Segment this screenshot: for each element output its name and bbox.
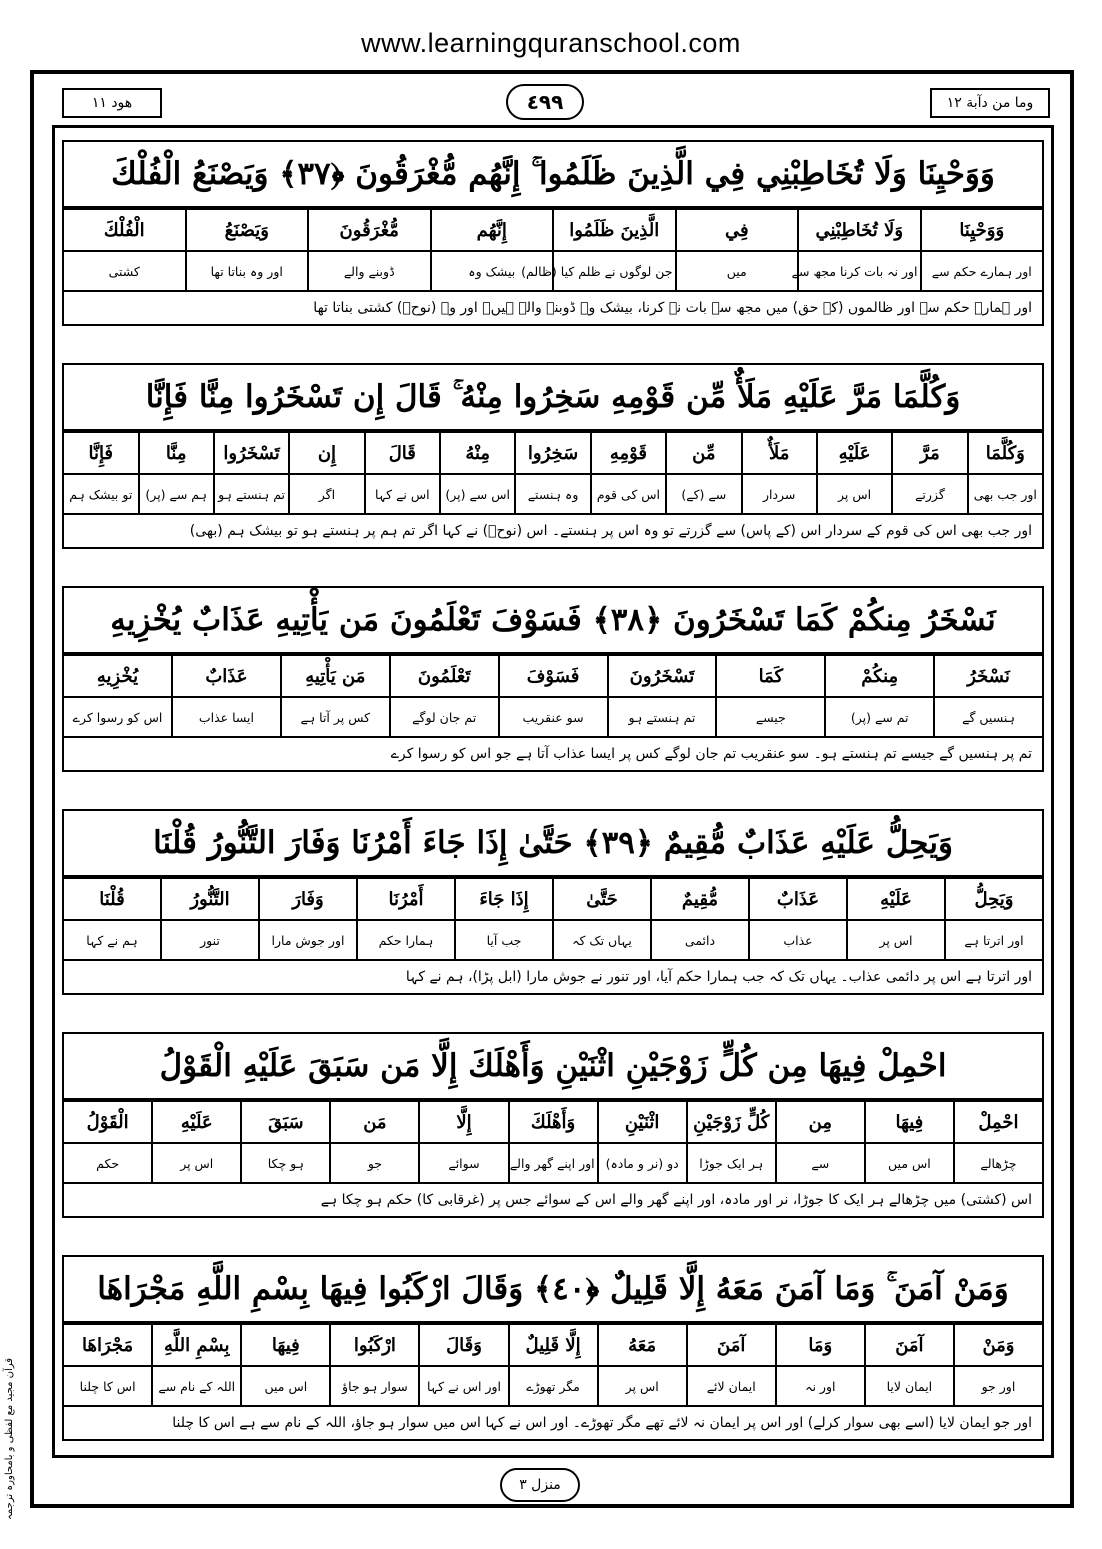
arabic-word: اثْنَيْنِ [598, 1101, 687, 1143]
word-meaning: جیسے [716, 697, 825, 737]
ayah-line: وَوَحْيِنَا وَلَا تُخَاطِبْنِي فِي الَّذِينَ ظَلَمُوا ۚ إِنَّهُم مُّغْرَقُونَ ﴿٣٧﴾ وَيَصْنَعُ الْفُلْكَ [62, 140, 1044, 208]
arabic-word: وَمَنْ [954, 1324, 1043, 1366]
word-meaning: اور جوش مارا [259, 920, 357, 960]
arabic-word: وَيَحِلُّ [945, 878, 1043, 920]
word-meaning: سوار ہو جاؤ [330, 1366, 419, 1406]
word-meaning: اور جو [954, 1366, 1043, 1406]
arabic-word: مَعَهُ [598, 1324, 687, 1366]
arabic-word: تَسْخَرُونَ [608, 655, 717, 697]
arabic-word: إِلَّا قَلِيلٌ [509, 1324, 598, 1366]
arabic-word: قُلْنَا [63, 878, 161, 920]
page-number: ٤٩٩ [506, 84, 584, 120]
full-translation: اس (کشتی) میں چڑھالے ہر ایک کا جوڑا، نر اور مادہ، اور اپنے گھر والے اس کے سوائے جس پر (غرقابی کا) حکم ہو چکا ہے [62, 1184, 1044, 1218]
full-translation: اور ہمارے حکم سے اور ظالموں (کے حق) میں مجھ سے بات نہ کرنا، بیشک وہ ڈوبنے والے ہیں۔ اور وہ (نوحؑ) کشتی بناتا تھا [62, 292, 1044, 326]
surah-name-label: هود ١١ [62, 88, 162, 118]
verse-block-5 [62, 1032, 1044, 1218]
arabic-word: مَجْرَاهَا [63, 1324, 152, 1366]
arabic-word: كُلٍّ زَوْجَيْنِ [687, 1101, 776, 1143]
word-meaning: اور جب بھی [968, 474, 1043, 514]
word-meaning: ہو چکا [241, 1143, 330, 1183]
word-meaning: حکم [63, 1143, 152, 1183]
word-meaning: جن لوگوں نے ظلم کیا (ظالم) [553, 251, 676, 291]
arabic-word: نَسْخَرُ [934, 655, 1043, 697]
word-meaning: سو عنقریب [499, 697, 608, 737]
manzil-label: منزل ٣ [500, 1468, 580, 1502]
word-meaning: ہنسیں گے [934, 697, 1043, 737]
arabic-word: فَإِنَّا [63, 432, 139, 474]
word-meaning: چڑھالے [954, 1143, 1043, 1183]
arabic-word: إِلَّا [419, 1101, 508, 1143]
arabic-word: مِن [776, 1101, 865, 1143]
word-meaning: اس میں [865, 1143, 954, 1183]
arabic-word: وَوَحْيِنَا [921, 209, 1044, 251]
para-name-label: وما من دآبة ١٢ [930, 88, 1050, 118]
word-meaning: تنور [161, 920, 259, 960]
arabic-word: عَلَيْهِ [847, 878, 945, 920]
arabic-word: وَلَا تُخَاطِبْنِي [798, 209, 921, 251]
word-meaning: اور وہ بناتا تھا [186, 251, 309, 291]
word-meaning: اس میں [241, 1366, 330, 1406]
word-meaning: سوائے [419, 1143, 508, 1183]
word-meaning: اگر [289, 474, 364, 514]
arabic-word: مَن يَأْتِيهِ [281, 655, 390, 697]
word-meaning: ایسا عذاب [172, 697, 281, 737]
word-meaning: تم ہنستے ہو [608, 697, 717, 737]
word-meaning: اور ہمارے حکم سے [921, 251, 1044, 291]
word-by-word-table [62, 1323, 1044, 1407]
word-meaning: اور نہ [776, 1366, 865, 1406]
arabic-word: وَقَالَ [419, 1324, 508, 1366]
ayah-line: احْمِلْ فِيهَا مِن كُلٍّ زَوْجَيْنِ اثْنَيْنِ وَأَهْلَكَ إِلَّا مَن سَبَقَ عَلَيْهِ الْقَوْلُ [62, 1032, 1044, 1100]
word-meaning: اس نے کہا [365, 474, 440, 514]
word-meaning: دائمی [651, 920, 749, 960]
word-meaning: مگر تھوڑے [509, 1366, 598, 1406]
word-meaning: ہم سے (پر) [139, 474, 214, 514]
word-meaning: اس کی قوم [591, 474, 666, 514]
arabic-word: وَمَا [776, 1324, 865, 1366]
word-meaning: سے (کے) [666, 474, 741, 514]
word-meaning: اس پر [152, 1143, 241, 1183]
word-meaning: ہم نے کہا [63, 920, 161, 960]
arabic-word: الْفُلْكَ [63, 209, 186, 251]
word-meaning: ڈوبنے والے [308, 251, 431, 291]
ayah-line: وَمَنْ آمَنَ ۚ وَمَا آمَنَ مَعَهُ إِلَّا قَلِيلٌ ﴿٤٠﴾ وَقَالَ ارْكَبُوا فِيهَا بِسْمِ اللَّهِ مَجْرَاهَا [62, 1255, 1044, 1323]
arabic-word: وَيَصْنَعُ [186, 209, 309, 251]
arabic-word: قَوْمِهِ [591, 432, 666, 474]
word-by-word-table [62, 877, 1044, 961]
word-meaning: وہ ہنستے [515, 474, 590, 514]
word-meaning: اور اپنے گھر والے [509, 1143, 598, 1183]
word-meaning: عذاب [749, 920, 847, 960]
arabic-word: التَّنُّورُ [161, 878, 259, 920]
word-meaning: اس کا چلنا [63, 1366, 152, 1406]
word-meaning: دو (نر و مادہ) [598, 1143, 687, 1183]
arabic-word: عَذَابٌ [749, 878, 847, 920]
arabic-word: مُّغْرَقُونَ [308, 209, 431, 251]
word-by-word-table [62, 654, 1044, 738]
arabic-word: أَمْرُنَا [357, 878, 455, 920]
verse-block-3 [62, 586, 1044, 772]
arabic-word: وَفَارَ [259, 878, 357, 920]
arabic-word: مَلَأٌ [742, 432, 817, 474]
arabic-word: تَعْلَمُونَ [390, 655, 499, 697]
word-meaning: اس پر [847, 920, 945, 960]
word-meaning: اور اس نے کہا [419, 1366, 508, 1406]
arabic-word: وَكُلَّمَا [968, 432, 1043, 474]
arabic-word: بِسْمِ اللَّهِ [152, 1324, 241, 1366]
full-translation: اور اترتا ہے اس پر دائمی عذاب۔ یہاں تک کہ جب ہمارا حکم آیا، اور تنور نے جوش مارا (ابل پڑا)، ہم نے کہا [62, 961, 1044, 995]
arabic-word: يُخْزِيهِ [63, 655, 172, 697]
arabic-word: مَرَّ [892, 432, 967, 474]
word-by-word-table [62, 208, 1044, 292]
arabic-word: قَالَ [365, 432, 440, 474]
word-meaning: اس پر [817, 474, 892, 514]
arabic-word: فِيهَا [241, 1324, 330, 1366]
word-meaning: اللہ کے نام سے [152, 1366, 241, 1406]
word-meaning: گزرتے [892, 474, 967, 514]
arabic-word: مِنَّا [139, 432, 214, 474]
arabic-word: سَبَقَ [241, 1101, 330, 1143]
word-meaning: تم سے (پر) [825, 697, 934, 737]
arabic-word: مُّقِيمٌ [651, 878, 749, 920]
arabic-word: مَن [330, 1101, 419, 1143]
ayah-line: وَيَحِلُّ عَلَيْهِ عَذَابٌ مُّقِيمٌ ﴿٣٩﴾ حَتَّىٰ إِذَا جَاءَ أَمْرُنَا وَفَارَ التَّنُّورُ قُلْنَا [62, 809, 1044, 877]
verse-block-1 [62, 140, 1044, 326]
word-meaning: اس سے (پر) [440, 474, 515, 514]
word-meaning: اس پر [598, 1366, 687, 1406]
full-translation: تم پر ہنسیں گے جیسے تم ہنستے ہو۔ سو عنقریب تم جان لوگے کس پر ایسا عذاب آتا ہے جو اس کو رسوا کرے [62, 738, 1044, 772]
arabic-word: مِّن [666, 432, 741, 474]
word-meaning: یہاں تک کہ [553, 920, 651, 960]
word-meaning: تم ہنستے ہو [214, 474, 289, 514]
full-translation: اور جو ایمان لایا (اسے بھی سوار کرلے) اور اس پر ایمان نہ لائے تھے مگر تھوڑے۔ اور اس نے کہا اس میں سوار ہو جاؤ، اللہ کے نام سے ہے اس کا چلنا [62, 1407, 1044, 1441]
arabic-word: تَسْخَرُوا [214, 432, 289, 474]
word-by-word-table [62, 1100, 1044, 1184]
word-meaning: اور اترتا ہے [945, 920, 1043, 960]
word-meaning: بیشک وہ [431, 251, 554, 291]
word-meaning: کس پر آتا ہے [281, 697, 390, 737]
arabic-word: فِي [676, 209, 799, 251]
arabic-word: فِيهَا [865, 1101, 954, 1143]
word-meaning: ہر ایک جوڑا [687, 1143, 776, 1183]
word-meaning: ہمارا حکم [357, 920, 455, 960]
arabic-word: ارْكَبُوا [330, 1324, 419, 1366]
arabic-word: إِن [289, 432, 364, 474]
word-meaning: سردار [742, 474, 817, 514]
arabic-word: مِنكُمْ [825, 655, 934, 697]
full-translation: اور جب بھی اس کی قوم کے سردار اس (کے پاس) سے گزرتے تو وہ اس پر ہنستے۔ اس (نوحؑ) نے کہا اگر تم ہم پر ہنستے ہو تو بیشک ہم (بھی) [62, 515, 1044, 549]
ayah-line: نَسْخَرُ مِنكُمْ كَمَا تَسْخَرُونَ ﴿٣٨﴾ فَسَوْفَ تَعْلَمُونَ مَن يَأْتِيهِ عَذَابٌ يُخْزِيهِ [62, 586, 1044, 654]
verse-block-2 [62, 363, 1044, 549]
ayah-line: وَكُلَّمَا مَرَّ عَلَيْهِ مَلَأٌ مِّن قَوْمِهِ سَخِرُوا مِنْهُ ۚ قَالَ إِن تَسْخَرُوا مِنَّا فَإِنَّا [62, 363, 1044, 431]
word-meaning: ایمان لایا [865, 1366, 954, 1406]
word-by-word-table [62, 431, 1044, 515]
arabic-word: إِنَّهُم [431, 209, 554, 251]
arabic-word: فَسَوْفَ [499, 655, 608, 697]
arabic-word: الَّذِينَ ظَلَمُوا [553, 209, 676, 251]
word-meaning: اس کو رسوا کرے [63, 697, 172, 737]
word-meaning: سے [776, 1143, 865, 1183]
word-meaning: کشتی [63, 251, 186, 291]
arabic-word: الْقَوْلُ [63, 1101, 152, 1143]
verse-block-6 [62, 1255, 1044, 1441]
arabic-word: مِنْهُ [440, 432, 515, 474]
arabic-word: حَتَّىٰ [553, 878, 651, 920]
arabic-word: آمَنَ [865, 1324, 954, 1366]
arabic-word: احْمِلْ [954, 1101, 1043, 1143]
arabic-word: وَأَهْلَكَ [509, 1101, 598, 1143]
arabic-word: سَخِرُوا [515, 432, 590, 474]
arabic-word: كَمَا [716, 655, 825, 697]
arabic-word: عَذَابٌ [172, 655, 281, 697]
verse-block-4 [62, 809, 1044, 995]
word-meaning: اور نہ بات کرنا مجھ سے [798, 251, 921, 291]
word-meaning: جب آیا [455, 920, 553, 960]
arabic-word: إِذَا جَاءَ [455, 878, 553, 920]
website-url: www.learningquranschool.com [361, 28, 741, 58]
word-meaning: ایمان لائے [687, 1366, 776, 1406]
arabic-word: عَلَيْهِ [152, 1101, 241, 1143]
word-meaning: جو [330, 1143, 419, 1183]
side-margin-note: قرآن مجید مع لفظی و بامحاورہ ترجمہ [4, 1357, 15, 1520]
word-meaning: میں [676, 251, 799, 291]
word-meaning: تو بیشک ہم [63, 474, 139, 514]
arabic-word: عَلَيْهِ [817, 432, 892, 474]
arabic-word: آمَنَ [687, 1324, 776, 1366]
word-meaning: تم جان لوگے [390, 697, 499, 737]
